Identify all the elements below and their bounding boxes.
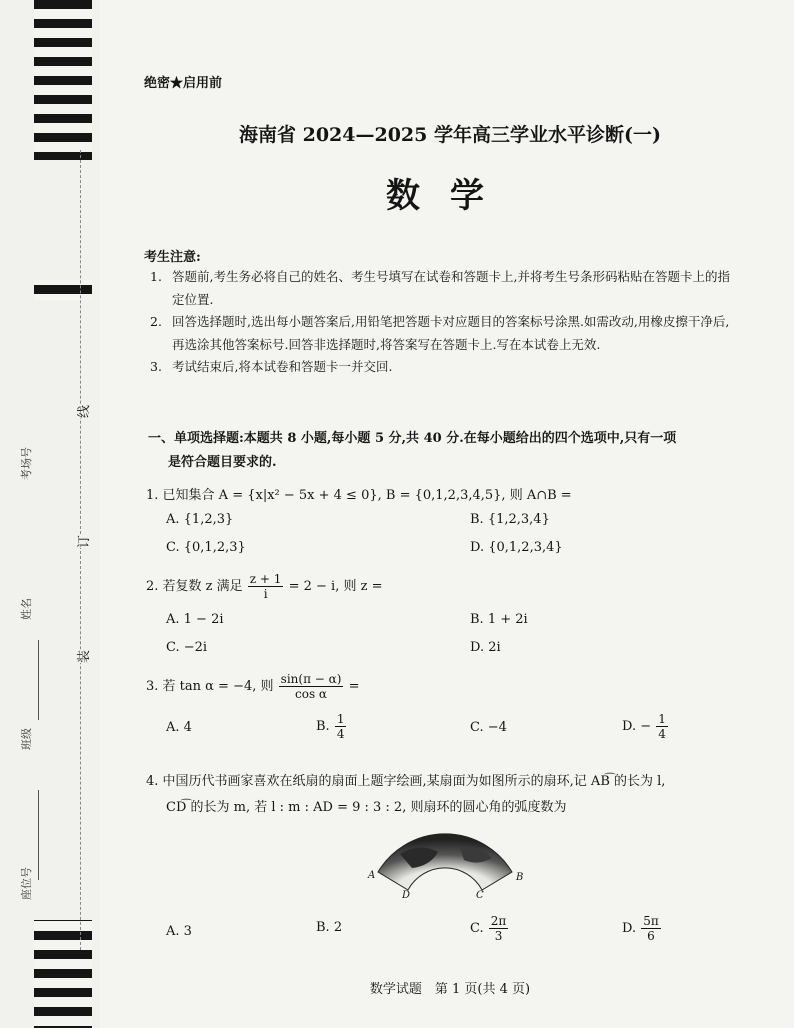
fan-figure — [360, 832, 530, 902]
field-exam-room: 考场号 — [20, 447, 33, 480]
margin-gap — [30, 160, 96, 280]
frac-num: 1 — [658, 712, 666, 726]
fan-label-d: D — [402, 890, 411, 901]
field-class: 班级 — [20, 728, 33, 750]
fan-ring-icon — [360, 832, 530, 902]
frac-num: 5π — [643, 914, 659, 928]
frac-num: 2π — [490, 914, 507, 928]
notice-item — [150, 266, 740, 311]
q3-option-a[interactable]: A. 4 — [166, 720, 192, 735]
q1-option-a[interactable]: A. {1,2,3} — [166, 512, 234, 527]
binding-margin — [0, 0, 100, 1028]
section-heading — [148, 427, 768, 475]
section-heading-line: 一、单项选择题:本题共 8 小题,每小题 5 分,共 40 分.在每小题给出的四个选项中,只有一项 — [148, 431, 677, 446]
q3-option-c[interactable]: C. −4 — [470, 720, 507, 735]
notice-text: 答题前,考生务必将自己的姓名、考生号填写在试卷和答题卡上,并将考生号条形码粘贴在答题卡上的指定位置. — [172, 269, 730, 307]
q3-suffix: = — [348, 679, 360, 694]
margin-gap — [30, 300, 96, 920]
field-seat: 座位号 — [20, 867, 33, 900]
frac-num: 1 — [336, 712, 345, 726]
field-name: 姓名 — [20, 598, 33, 620]
exam-title: 海南省 2024—2025 学年高三学业水平诊断(一) — [239, 124, 661, 146]
page-footer: 数学试题 第 1 页(共 4 页) — [369, 982, 531, 997]
q3-option-d-fraction — [656, 712, 668, 741]
section-heading-line: 是符合题目要求的. — [168, 455, 277, 470]
notice-title: 考生注意: — [144, 250, 201, 265]
q4-option-d[interactable] — [622, 914, 662, 943]
fan-label-b: B — [516, 872, 524, 883]
q3-option-d-label: D. − — [622, 719, 652, 734]
question-4-stem-line2: CD͡ 的长为 m, 若 l : m : AD = 9 : 3 : 2, 则扇环的圆心角的弧度数为 — [166, 800, 567, 815]
q4-option-c-label: C. — [470, 921, 484, 936]
q2-option-b[interactable]: B. 1 + 2i — [470, 612, 528, 627]
notice-text: 考试结束后,将本试卷和答题卡一并交回. — [172, 359, 393, 374]
bind-word-line: 线 — [71, 405, 94, 418]
q2-option-a[interactable]: A. 1 − 2i — [166, 612, 224, 627]
q4-option-d-label: D. — [622, 921, 637, 936]
fan-label-a: A — [368, 870, 376, 881]
q3-frac-den: cos α — [295, 687, 328, 701]
notice-item — [150, 311, 740, 356]
q1-option-d[interactable]: D. {0,1,2,3,4} — [470, 540, 563, 555]
q3-option-d[interactable] — [622, 712, 669, 741]
notice-text: 回答选择题时,选出每小题答案后,用铅笔把答题卡对应题目的答案标号涂黑.如需改动,用橡皮擦干净后,再选涂其他答案标号.回答非选择题时,将答案写在答题卡上.写在本试卷上无效. — [172, 314, 730, 352]
notice-num: 3. — [150, 359, 162, 374]
field-rule — [38, 790, 39, 880]
notice-list — [150, 266, 740, 379]
q4-option-d-fraction — [641, 914, 661, 943]
bind-word-install: 装 — [71, 650, 94, 663]
q3-fraction — [279, 672, 344, 701]
q1-option-c[interactable]: C. {0,1,2,3} — [166, 540, 246, 555]
question-3-stem — [146, 672, 359, 701]
q2-fraction — [248, 572, 284, 601]
question-2-stem — [146, 572, 382, 601]
q3-option-b-label: B. — [316, 719, 330, 734]
notice-item — [150, 356, 740, 379]
frac-den: 6 — [647, 929, 655, 943]
q4-option-c-fraction — [489, 914, 509, 943]
bind-word-order: 订 — [71, 535, 94, 548]
q1-option-b[interactable]: B. {1,2,3,4} — [470, 512, 550, 527]
confidential-label: 绝密★启用前 — [144, 76, 223, 91]
q3-option-b-fraction — [335, 712, 347, 741]
q3-prefix: 3. 若 tan α = −4, 则 — [146, 679, 274, 694]
q4-option-c[interactable] — [470, 914, 509, 943]
fan-label-c: C — [476, 890, 484, 901]
frac-den: 4 — [336, 727, 345, 741]
notice-num: 2. — [150, 314, 162, 329]
frac-den: 3 — [494, 929, 503, 943]
binding-line — [80, 150, 81, 950]
q2-frac-num: z + 1 — [249, 572, 282, 586]
q2-option-c[interactable]: C. −2i — [166, 640, 208, 655]
q2-option-d[interactable]: D. 2i — [470, 640, 501, 655]
q3-option-b[interactable] — [316, 712, 347, 741]
q2-suffix: = 2 − i, 则 z = — [288, 579, 383, 594]
question-1-stem: 1. 已知集合 A = {x|x² − 5x + 4 ≤ 0}, B = {0,1,2,3,4,5}, 则 A∩B = — [146, 488, 572, 503]
frac-den: 4 — [658, 727, 666, 741]
exam-page — [120, 0, 780, 1028]
q3-frac-num: sin(π − α) — [280, 672, 342, 686]
q4-option-a[interactable]: A. 3 — [166, 924, 192, 939]
question-4-stem-line1: 4. 中国历代书画家喜欢在纸扇的扇面上题字绘画,某扇面为如图所示的扇环,记 AB͡ 的长为 l, — [146, 774, 666, 789]
subject-title: 数学 — [386, 176, 514, 216]
q2-frac-den: i — [263, 587, 268, 601]
field-rule — [38, 640, 39, 720]
q2-prefix: 2. 若复数 z 满足 — [146, 579, 243, 594]
notice-num: 1. — [150, 269, 162, 284]
q4-option-b[interactable]: B. 2 — [316, 920, 343, 935]
